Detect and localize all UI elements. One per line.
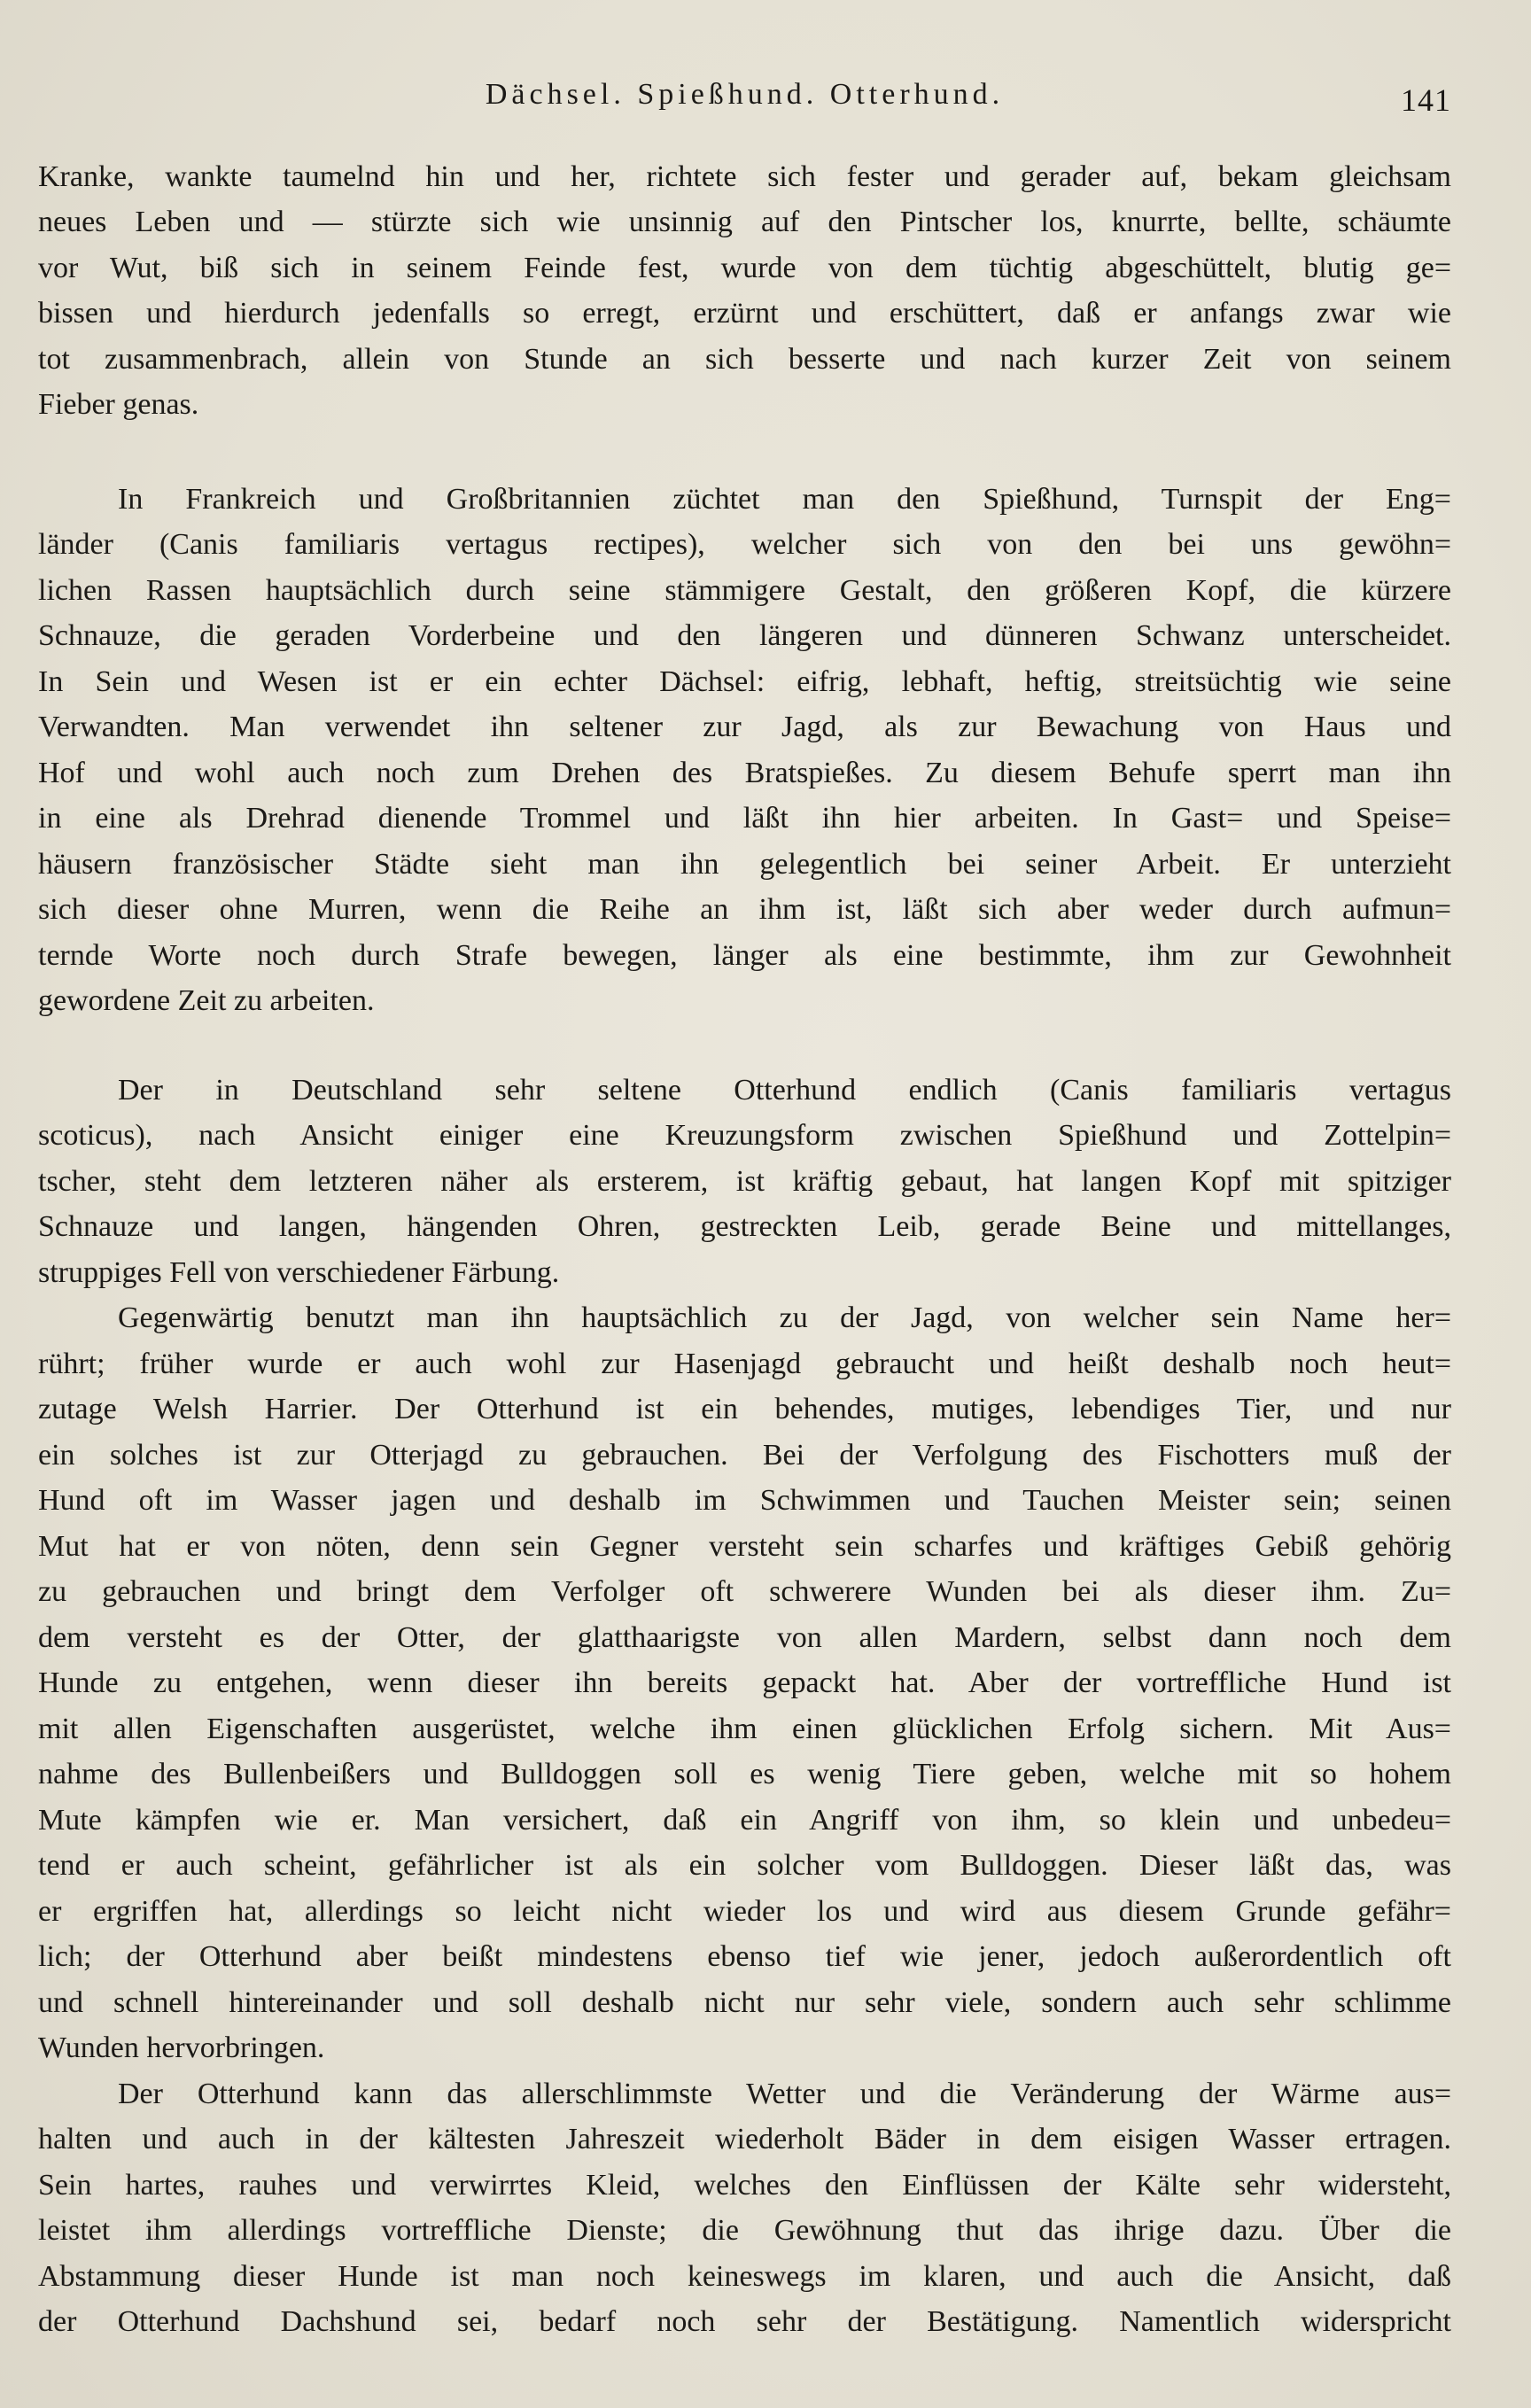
running-head: Dächsel. Spießhund. Otterhund. — [485, 78, 1005, 111]
text-line: Sein hartes, rauhes und verwirrtes Kleid, welches den Einflüssen der Kälte sehr widersteht, — [38, 2168, 1451, 2202]
text-line: der Otterhund Dachshund sei, bedarf noch sehr der Bestätigung. Namentlich widerspricht — [38, 2305, 1451, 2339]
text-line: mit allen Eigenschaften ausgerüstet, welche ihm einen glücklichen Erfolg sichern. Mit Aus= — [38, 1712, 1451, 1745]
text-line: bissen und hierdurch jedenfalls so erregt, erzürnt und erschüttert, daß er anfangs zwar wie — [38, 297, 1451, 330]
text-line: Fieber genas. — [38, 388, 199, 421]
text-line: zutage Welsh Harrier. Der Otterhund ist ein behendes, mutiges, lebendiges Tier, und nur — [38, 1393, 1451, 1426]
text-line: vor Wut, biß sich in seinem Feinde fest, wurde von dem tüchtig abgeschüttelt, blutig ge= — [38, 251, 1451, 284]
text-line: scoticus), nach Ansicht einiger eine Kreuzungsform zwischen Spießhund und Zottelpin= — [38, 1119, 1451, 1153]
text-line: länder (Canis familiaris vertagus rectipes), welcher sich von den bei uns gewöhn= — [38, 528, 1451, 561]
text-line: in eine als Drehrad dienende Trommel und läßt ihn hier arbeiten. In Gast= und Speise= — [38, 802, 1451, 835]
paragraph — [38, 2071, 1451, 2345]
text-line: Mute kämpfen wie er. Man versichert, daß ein Angriff von ihm, so klein und unbedeu= — [38, 1803, 1451, 1837]
text-line: Schnauze, die geraden Vorderbeine und den längeren und dünneren Schwanz unterscheidet. — [38, 619, 1451, 652]
text-line: struppiges Fell von verschiedener Färbung. — [38, 1255, 560, 1289]
text-line: Wunden hervorbringen. — [38, 2031, 325, 2065]
text-line: Verwandten. Man verwendet ihn seltener zur Jagd, als zur Bewachung von Haus und — [38, 711, 1451, 743]
text-line: sich dieser ohne Murren, wenn die Reihe an ihm ist, läßt sich aber weder durch aufmun= — [38, 893, 1451, 926]
text-line: Hunde zu entgehen, wenn dieser ihn bereits gepackt hat. Aber der vortreffliche Hund ist — [38, 1666, 1451, 1700]
text-line: Gegenwärtig benutzt man ihn hauptsächlich zu der Jagd, von welcher sein Name her= — [118, 1301, 1451, 1335]
text-line: Der in Deutschland sehr seltene Otterhund endlich (Canis familiaris vertagus — [118, 1073, 1451, 1107]
text-line: ein solches ist zur Otterjagd zu gebrauchen. Bei der Verfolgung des Fischotters muß der — [38, 1438, 1451, 1472]
text-line: leistet ihm allerdings vortreffliche Dienste; die Gewöhnung thut das ihrige dazu. Über die — [38, 2214, 1451, 2248]
text-line: ternde Worte noch durch Strafe bewegen, länger als eine bestimmte, ihm zur Gewohnheit — [38, 938, 1451, 972]
text-line: Kranke, wankte taumelnd hin und her, richtete sich fester und gerader auf, bekam gleichsam — [38, 159, 1451, 193]
text-line: tscher, steht dem letzteren näher als ersterem, ist kräftig gebaut, hat langen Kopf mit spitziger — [38, 1164, 1451, 1198]
text-line: lichen Rassen hauptsächlich durch seine stämmigere Gestalt, den größeren Kopf, die kürzere — [38, 573, 1451, 607]
text-line: In Frankreich und Großbritannien züchtet man den Spießhund, Turnspit der Eng= — [118, 482, 1451, 516]
text-line: tot zusammenbrach, allein von Stunde an sich besserte und nach kurzer Zeit von seinem — [38, 342, 1451, 376]
text-line: rührt; früher wurde er auch wohl zur Hasenjagd gebraucht und heißt deshalb noch heut= — [38, 1347, 1451, 1380]
paragraph — [38, 477, 1451, 1024]
text-line: Hof und wohl auch noch zum Drehen des Bratspießes. Zu diesem Behufe sperrt man ihn — [38, 756, 1451, 789]
text-line: In Sein und Wesen ist er ein echter Dächsel: eifrig, lebhaft, heftig, streitsüchtig wie seine — [38, 664, 1451, 698]
text-line: Hund oft im Wasser jagen und deshalb im Schwimmen und Tauchen Meister sein; seinen — [38, 1484, 1451, 1518]
text-line: Der Otterhund kann das allerschlimmste Wetter und die Veränderung der Wärme aus= — [118, 2077, 1451, 2110]
page-number: 141 — [1401, 82, 1451, 118]
text-line: tend er auch scheint, gefährlicher ist als ein solcher vom Bulldoggen. Dieser läßt das, was — [38, 1849, 1451, 1883]
text-line: halten und auch in der kältesten Jahreszeit wiederholt Bäder in dem eisigen Wasser ertragen. — [38, 2123, 1451, 2156]
text-line: häusern französischer Städte sieht man ihn gelegentlich bei seiner Arbeit. Er unterzieht — [38, 847, 1451, 881]
paragraph — [38, 1295, 1451, 2071]
text-line: nahme des Bullenbeißers und Bulldoggen soll es wenig Tiere geben, welche mit so hohem — [38, 1758, 1451, 1791]
paragraph — [38, 1068, 1451, 1296]
text-line: Mut hat er von nöten, denn sein Gegner versteht sein scharfes und kräftiges Gebiß gehörig — [38, 1529, 1451, 1563]
text-line: und schnell hintereinander und soll deshalb nicht nur sehr viele, sondern auch sehr schlimme — [38, 1985, 1451, 2019]
text-line: er ergriffen hat, allerdings so leicht nicht wieder los und wird aus diesem Grunde gefähr= — [38, 1894, 1451, 1928]
text-line: neues Leben und — stürzte sich wie unsinnig auf den Pintscher los, knurrte, bellte, schäumte — [38, 206, 1451, 238]
text-line: dem versteht es der Otter, der glatthaarigste von allen Mardern, selbst dann noch dem — [38, 1620, 1451, 1654]
text-line: Schnauze und langen, hängenden Ohren, gestreckten Leib, gerade Beine und mittellanges, — [38, 1210, 1451, 1244]
paragraph — [38, 154, 1451, 428]
text-line: zu gebrauchen und bringt dem Verfolger oft schwerere Wunden bei als dieser ihm. Zu= — [38, 1575, 1451, 1609]
text-line: lich; der Otterhund aber beißt mindestens ebenso tief wie jener, jedoch außerordentlich oft — [38, 1940, 1451, 1974]
text-line: gewordene Zeit zu arbeiten. — [38, 984, 375, 1017]
text-line: Abstammung dieser Hunde ist man noch keineswegs im klaren, und auch die Ansicht, daß — [38, 2259, 1451, 2293]
